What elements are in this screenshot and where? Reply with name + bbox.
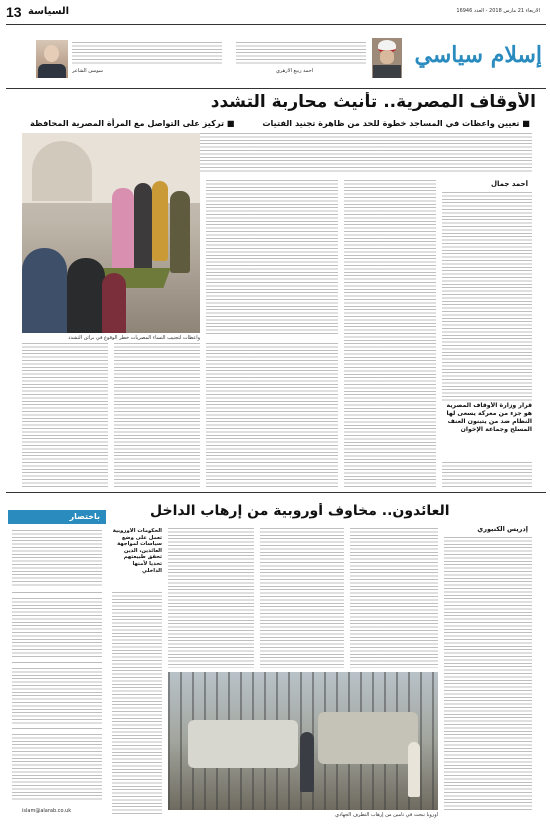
main-body-col-2 bbox=[344, 180, 436, 450]
child-figure-shape bbox=[102, 273, 126, 333]
second-photo bbox=[168, 672, 438, 810]
main-headline: الأوقاف المصرية.. تأنيث محاربة التشدد bbox=[210, 92, 536, 112]
seated-woman-shape bbox=[22, 248, 67, 333]
second-photo-caption: أوروبا تبحث في تأمين من إرهاب التطرف الجهادي bbox=[335, 812, 438, 818]
cleric-face-shape bbox=[380, 50, 394, 64]
main-subheadline-2: ■ تركيز على التواصل مع المرأة المصرية المحافظة bbox=[30, 118, 235, 128]
main-author: أحمد جمال bbox=[490, 180, 528, 188]
cleric-photo bbox=[372, 38, 402, 78]
second-author: إدريس الكنبوري bbox=[477, 525, 528, 533]
cleric-name: أحمد ربيع الأزهري bbox=[276, 68, 314, 74]
second-quote-text: الحكومات الأوروبية تعمل على وضع سياسات لمواجهة العائدين، الذين تحقق طبيعتهم تحديا لأمنها الداخلي bbox=[112, 528, 162, 574]
masthead-divider bbox=[6, 24, 546, 25]
sidebar-title-bar bbox=[8, 510, 106, 524]
column-intro-text bbox=[72, 42, 222, 64]
sidebar-text-4 bbox=[12, 734, 102, 800]
second-body-col-2 bbox=[350, 528, 438, 668]
vehicle-shape bbox=[318, 712, 418, 764]
woman-figure-shape bbox=[152, 181, 168, 261]
columnist-head-shape bbox=[44, 45, 59, 62]
second-body-col-4 bbox=[168, 528, 254, 668]
sidebar-text-2 bbox=[12, 598, 102, 658]
sidebar-text-1 bbox=[12, 530, 102, 588]
page-number: 13 bbox=[6, 4, 22, 20]
columnist-suit-shape bbox=[38, 64, 66, 78]
second-body-col-3 bbox=[260, 528, 344, 668]
woman-figure-shape bbox=[112, 188, 134, 273]
column-header bbox=[6, 30, 546, 86]
date-line: الأربعاء 21 مارس 2018 - العدد 16946 bbox=[456, 8, 540, 14]
seated-woman-shape bbox=[67, 258, 105, 333]
sidebar-text-3 bbox=[12, 668, 102, 724]
main-body-lower-1 bbox=[344, 452, 436, 488]
column-intro-text-center bbox=[236, 42, 366, 64]
columnist-name: سوسن الشاعر bbox=[72, 68, 103, 74]
sidebar-brief bbox=[8, 510, 106, 820]
header-divider bbox=[6, 88, 546, 89]
woman-figure-shape bbox=[134, 183, 152, 273]
sidebar-divider bbox=[12, 728, 102, 729]
sidebar-email: islam@alarab.co.uk bbox=[22, 808, 72, 814]
cleric-robe-shape bbox=[373, 65, 401, 78]
main-photo bbox=[22, 133, 200, 333]
main-body-col-1 bbox=[442, 192, 532, 402]
person-shape bbox=[408, 742, 420, 797]
main-body-lower-3 bbox=[114, 343, 200, 488]
main-body-col-1-cont bbox=[442, 462, 532, 488]
second-body-col-1 bbox=[444, 537, 532, 812]
second-quote-box bbox=[112, 528, 162, 588]
second-headline: العائدون.. مخاوف أوروبية من إرهاب الداخل bbox=[150, 503, 450, 519]
main-photo-caption: واعظات لتجنيب النساء المصريات خطر الوقوع في براثن التشدد bbox=[68, 335, 200, 341]
main-body-lower-4 bbox=[22, 343, 108, 488]
columnist-photo bbox=[36, 40, 68, 78]
second-body-col-5 bbox=[112, 592, 162, 814]
section-label: إسلام سياسي bbox=[414, 42, 542, 68]
woman-figure-shape bbox=[170, 191, 190, 273]
story-divider bbox=[6, 492, 546, 493]
sidebar-divider bbox=[12, 592, 102, 593]
main-body-col-3 bbox=[206, 180, 338, 335]
main-subheadline-1: ■ تعيين واعظات في المساجد خطوة للحد من ظاهرة تجنيد الفتيات bbox=[262, 118, 530, 128]
main-pull-quote bbox=[442, 402, 532, 460]
paper-name: السياسة bbox=[28, 6, 70, 17]
sidebar-title: باختصار bbox=[69, 512, 100, 521]
pull-quote-text: قرار وزارة الأوقاف المصرية هو جزء من معركة يسعى لها النظام ضد من يتبنون العنف المسلح وجماعة الإخوان bbox=[446, 402, 532, 433]
masthead bbox=[0, 0, 550, 26]
sidebar-divider bbox=[12, 662, 102, 663]
mosque-arch-shape bbox=[32, 141, 92, 201]
person-shape bbox=[300, 732, 314, 792]
vehicle-shape bbox=[188, 720, 298, 768]
main-body-lower-2 bbox=[206, 343, 338, 488]
